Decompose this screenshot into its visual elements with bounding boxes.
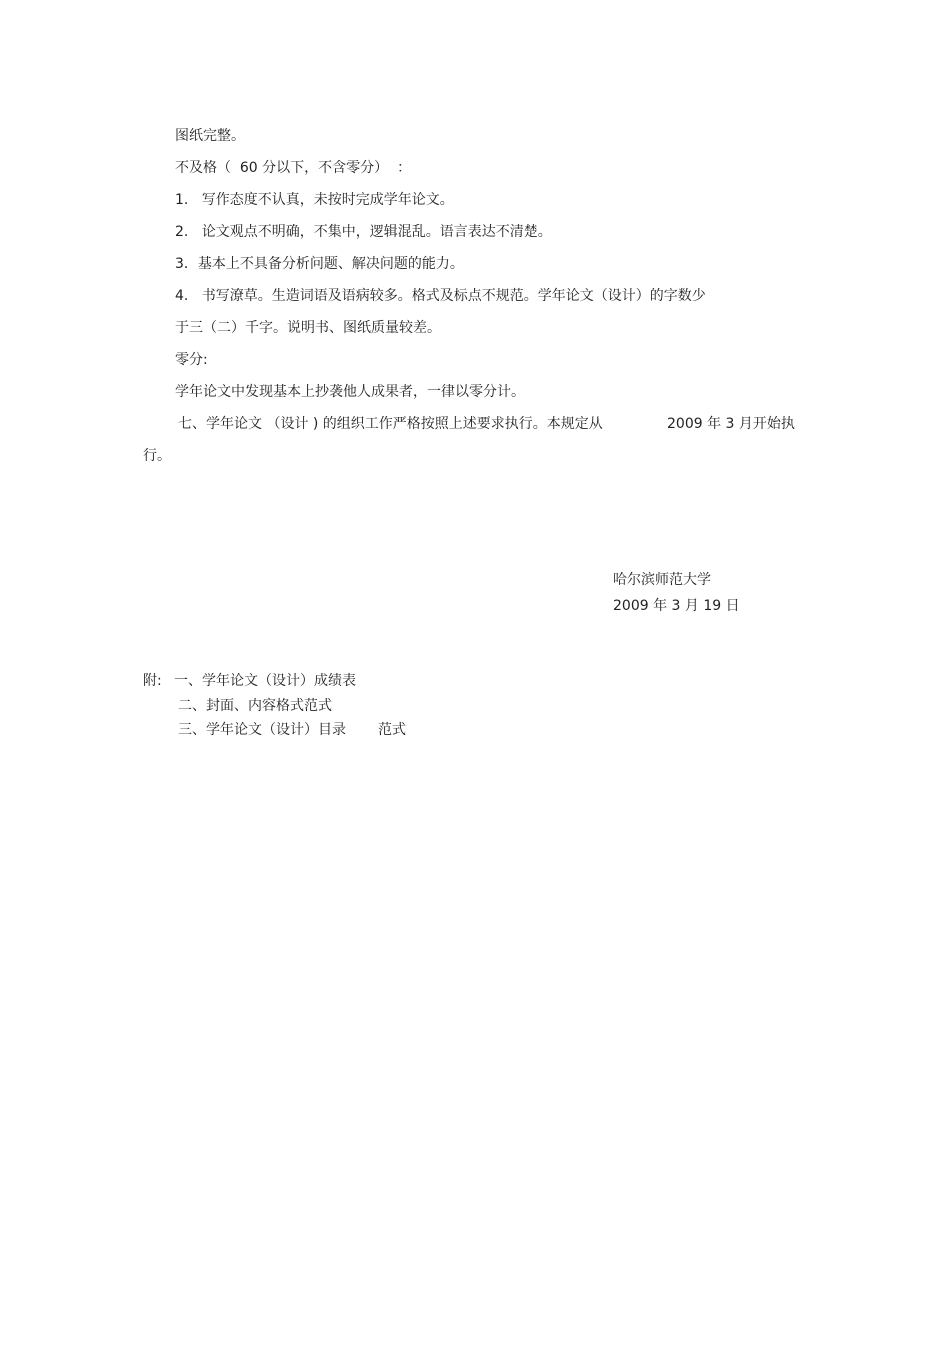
paragraph-line: 于三（二）千字。说明书、图纸质量较差。 [175, 320, 441, 336]
list-item: 3．基本上不具备分析问题、解决问题的能力。 [175, 256, 464, 272]
appendix-label: 附: [143, 673, 162, 689]
paragraph-line: 学年论文中发现基本上抄袭他人成果者，一律以零分计。 [175, 384, 525, 400]
list-item: 4. 书写潦草。生造词语及语病较多。格式及标点不规范。学年论文（设计）的字数少 [175, 288, 706, 304]
signature-org: 哈尔滨师范大学 [613, 572, 711, 588]
appendix-item: 二、封面、内容格式范式 [178, 698, 332, 714]
appendix-item: 一、学年论文（设计）成绩表 [174, 673, 356, 689]
paragraph-line: 不及格（ 60 分以下，不含零分） ： [175, 160, 412, 176]
paragraph-line: 七、学年论文 （设计 ) 的组织工作严格按照上述要求执行。本规定从 [178, 416, 603, 432]
paragraph-line: 零分: [175, 352, 208, 368]
list-item: 1. 写作态度不认真，未按时完成学年论文。 [175, 192, 454, 208]
paragraph-line: 行。 [143, 448, 171, 464]
paragraph-line: 图纸完整。 [175, 128, 245, 144]
paragraph-line: 2009 年 3 月开始执 [667, 416, 795, 432]
list-item: 2. 论文观点不明确，不集中，逻辑混乱。语言表达不清楚。 [175, 224, 552, 240]
appendix-item: 三、学年论文（设计）目录 [178, 722, 346, 738]
appendix-item-suffix: 范式 [378, 722, 406, 738]
signature-date: 2009 年 3 月 19 日 [613, 598, 740, 614]
